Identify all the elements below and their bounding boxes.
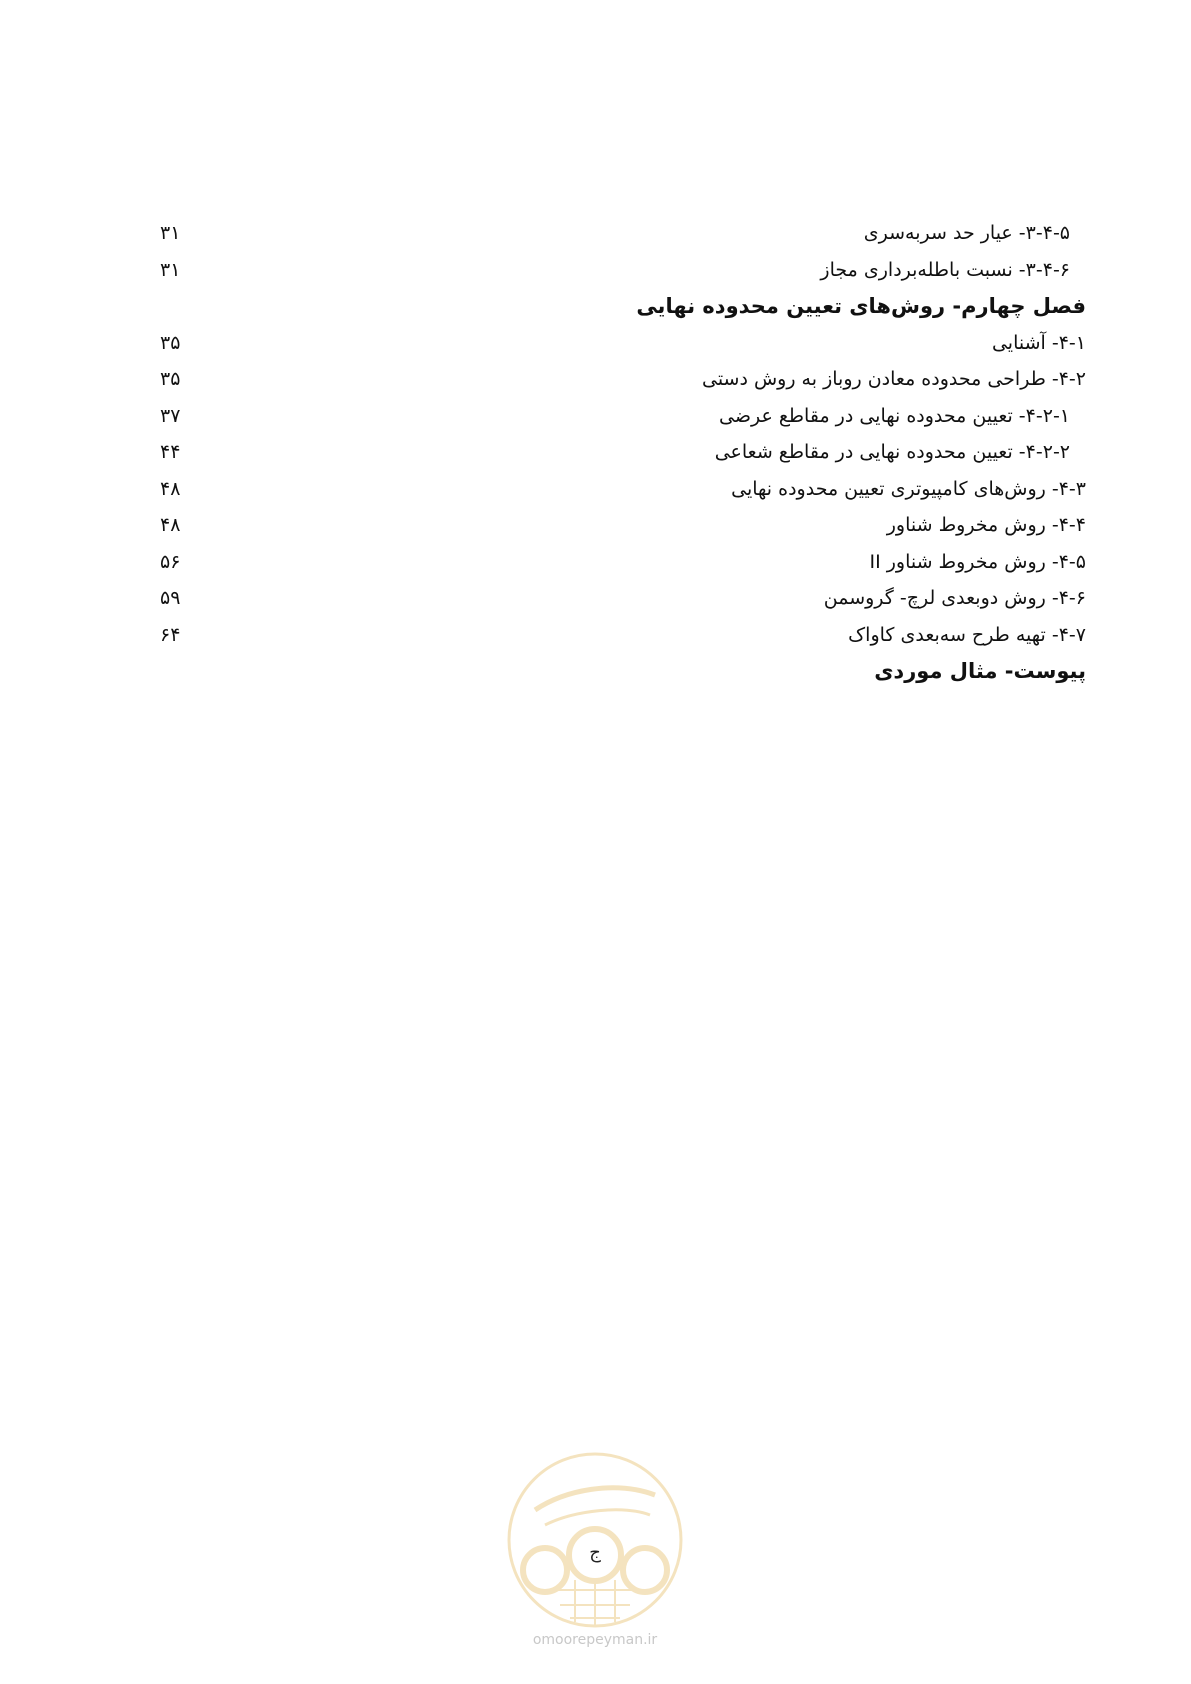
toc-entry[interactable] [150, 215, 1086, 252]
toc-entry[interactable] [150, 434, 1086, 471]
watermark-site-text: omoorepeyman.ir [532, 1632, 658, 1648]
toc-entry-title: ۳-۴-۶- نسبت باطله‌برداری مجاز [820, 258, 1070, 281]
toc-entry-title: ۴-۷- تهیه طرح سه‌بعدی کاواک [848, 623, 1086, 646]
toc-entry-page: ۳۵ [160, 331, 181, 354]
appendix-title: پیوست- مثال موردی [874, 659, 1086, 683]
toc-entry-title: ۴-۶- روش دوبعدی لرچ- گروسمن [823, 587, 1086, 609]
toc-entry[interactable] [150, 471, 1086, 508]
toc-appendix-heading[interactable] [150, 653, 1086, 690]
watermark-logo-icon [505, 1450, 685, 1630]
toc-entry-page: ۵۶ [160, 550, 181, 573]
toc-entry-page: ۶۴ [160, 623, 181, 646]
toc-entry-title: ۴-۵- روش مخروط شناور II [869, 550, 1086, 573]
toc-chapter-heading[interactable] [150, 288, 1086, 325]
toc-entry-page: ۴۸ [160, 514, 181, 536]
toc-entry-page: ۳۷ [160, 404, 181, 427]
toc-entry-page: ۴۸ [160, 477, 181, 500]
toc-entry[interactable] [150, 252, 1086, 289]
toc-entry[interactable] [150, 325, 1086, 362]
toc-entry-title: ۴-۲-۲- تعیین محدوده نهایی در مقاطع شعاعی [714, 441, 1070, 463]
toc-entry-page: ۳۱ [160, 222, 181, 244]
toc-entry-page: ۳۵ [160, 368, 181, 390]
toc-entry[interactable] [150, 398, 1086, 435]
toc-entry-title: ۴-۲- طراحی محدوده معادن روباز به روش دستی [701, 368, 1086, 390]
toc-entry[interactable] [150, 544, 1086, 581]
toc-entry-title: ۴-۱- آشنایی [991, 331, 1086, 354]
toc-entry-page: ۵۹ [160, 587, 181, 609]
toc-entry[interactable] [150, 580, 1086, 617]
toc-entry-title: ۴-۲-۱- تعیین محدوده نهایی در مقاطع عرضی [718, 404, 1070, 427]
table-of-contents [150, 215, 1086, 690]
page-footer [505, 1450, 685, 1650]
toc-entry-title: ۳-۴-۵- عیار حد سربه‌سری [863, 222, 1070, 244]
toc-entry-title: ۴-۳- روش‌های کامپیوتری تعیین محدوده نهایی [731, 477, 1086, 500]
toc-entry-page: ۴۴ [160, 441, 181, 463]
toc-entry-page: ۳۱ [160, 258, 181, 281]
toc-entry[interactable] [150, 361, 1086, 398]
page-number: ج [589, 1542, 601, 1563]
toc-entry-title: ۴-۴- روش مخروط شناور [886, 514, 1086, 536]
toc-entry[interactable] [150, 617, 1086, 654]
chapter-title: فصل چهارم- روش‌های تعیین محدوده نهایی [636, 294, 1086, 318]
toc-entry[interactable] [150, 507, 1086, 544]
